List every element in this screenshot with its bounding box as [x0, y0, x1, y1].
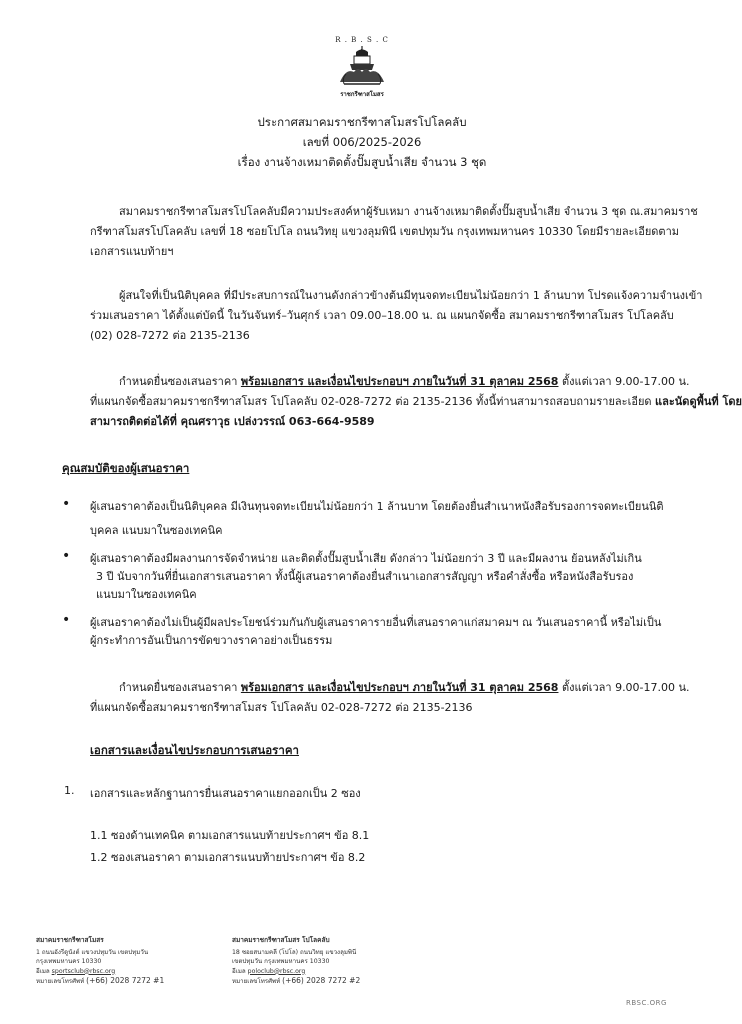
- deadline-2-line-2: ที่แผนกจัดซื้อสมาคมราชกรีฑาสโมสร โปโลคลับ 02-028-7272 ต่อ 2135-2136: [90, 701, 473, 714]
- documents-item-1-2: 1.2 ซองเสนอราคา ตามเอกสารแนบท้ายประกาศฯ ข้อ 8.2: [90, 851, 366, 864]
- qualification-2-line-1: ผู้เสนอราคาต้องมีผลงานการจัดจำหน่าย และติดตั้งปั๊มสูบน้ำเสีย ดังกล่าว ไม่น้อยกว่า 3 ปี และมีผลงาน ย้อนหลังไม่เกิน: [90, 552, 642, 565]
- deadline-2-prefix: กำหนดยื่นซองเสนอราคา: [119, 681, 241, 694]
- deadline-paragraph-2: [90, 678, 690, 718]
- footer-right-phone-row: [232, 976, 360, 987]
- intro-line-2: กรีฑาสโมสรโปโลคลับ เลขที่ 18 ซอยโปโล ถนนวิทยุ แขวงลุมพินี เขตปทุมวัน กรุงเทพมหานคร 10330 โดยมีรายละเอียดตาม: [90, 225, 679, 238]
- footer-left-phone: (+66) 2028 7272 #1: [86, 976, 165, 985]
- item-number-1: 1.: [64, 784, 75, 797]
- qualification-2-line-2: 3 ปี นับจากวันที่ยื่นเอกสารเสนอราคา ทั้งนี้ผู้เสนอราคาต้องยื่นสำเนาเอกสารสัญญา หรือคำสั่งซื้อ หรือหนังสือรับรอง: [96, 570, 634, 583]
- footer-right-address-1: 18 ซอยสนามคลี (โปโล) ถนนวิทยุ แขวงลุมพินี: [232, 948, 357, 956]
- footer-left-title: สมาคมราชกรีฑาสโมสร: [36, 936, 104, 944]
- qualification-1-line-1: ผู้เสนอราคาต้องเป็นนิติบุคคล มีเงินทุนจดทะเบียนไม่น้อยกว่า 1 ล้านบาท โดยต้องยื่นสำเนาหนังสือรับรองการจดทะเบียนนิติ: [90, 500, 664, 513]
- deadline-1-contact: สามารถติดต่อได้ที่ คุณศราวุธ เปล่งวรรณ์ 063-664-9589: [90, 415, 375, 428]
- invite-line-1: ผู้สนใจที่เป็นนิติบุคคล ที่มีประสบการณ์ในงานดังกล่าวข้างต้นมีทุนจดทะเบียนไม่น้อยกว่า 1 ล้านบาท โปรดแจ้งความจำนงเข้า: [119, 289, 703, 302]
- deadline-1-prefix: กำหนดยื่นซองเสนอราคา: [119, 375, 241, 388]
- footer-right-title: สมาคมราชกรีฑาสโมสร โปโลคลับ: [232, 936, 330, 944]
- qualification-2: [90, 550, 680, 604]
- deadline-2-bold: พร้อมเอกสาร และเงื่อนไขประกอบฯ ภายในวันที่ 31 ตุลาคม 2568: [240, 681, 559, 694]
- footer-right-email-link[interactable]: poloclub@rbsc.org: [247, 967, 306, 975]
- footer-sports-club: [36, 936, 164, 987]
- documents-item-1-1: 1.1 ซองด้านเทคนิค ตามเอกสารแนบท้ายประกาศฯ ข้อ 8.1: [90, 829, 370, 842]
- footer-website[interactable]: RBSC.ORG: [626, 999, 667, 1007]
- footer-left-phone-row: [36, 976, 164, 987]
- intro-line-1: สมาคมราชกรีฑาสโมสรโปโลคลับมีความประสงค์หาผู้รับเหมา งานจ้างเหมาติดตั้งปั๊มสูบน้ำเสีย จำนวน 3 ชุด ณ.สมาคมราช: [119, 205, 698, 218]
- deadline-2-suffix: ตั้งแต่เวลา 9.00-17.00 น.: [558, 681, 690, 694]
- footer-left-address-1: 1 ถนนอังรีดูนังต์ แขวงปทุมวัน เขตปทุมวัน: [36, 948, 149, 956]
- footer-left-email-link[interactable]: sportsclub@rbsc.org: [51, 967, 116, 975]
- announcement-subject: เรื่อง งานจ้างเหมาติดตั้งปั๊มสูบน้ำเสีย จำนวน 3 ชุด: [237, 155, 487, 169]
- footer-left-email-row: [36, 967, 164, 977]
- footer-right-phone-label: หมายเลขโทรศัพท์: [232, 978, 283, 985]
- footer-right-phone: (+66) 2028 7272 #2: [282, 976, 361, 985]
- qualification-3: [90, 614, 680, 650]
- deadline-1-line-1: [90, 372, 690, 392]
- invite-line-2: ร่วมเสนอราคา ได้ตั้งแต่บัดนี้ ในวันจันทร์–วันศุกร์ เวลา 09.00–18.00 น. ณ แผนกจัดซื้อ สมาคมราชกรีฑาสโมสร โปโลคลับ: [90, 309, 674, 322]
- deadline-1-site-visit: และนัดดูพื้นที่ โดย: [655, 395, 742, 408]
- qualification-3-line-2: ผู้กระทำการอันเป็นการขัดขวางราคาอย่างเป็นธรรม: [90, 634, 333, 647]
- deadline-paragraph-1: [90, 372, 742, 432]
- documents-heading: เอกสารและเงื่อนไขประกอบการเสนอราคา: [90, 743, 299, 757]
- qualification-2-line-3: แนบมาในซองเทคนิค: [96, 588, 197, 601]
- footer-right-email-row: [232, 967, 360, 977]
- deadline-1-line-2: [90, 392, 742, 412]
- rbsc-logo: [332, 38, 392, 100]
- deadline-1-bold: พร้อมเอกสาร และเงื่อนไขประกอบฯ ภายในวันที่ 31 ตุลาคม 2568: [240, 375, 559, 388]
- intro-line-3: เอกสารแนบท้ายฯ: [90, 245, 174, 258]
- invite-paragraph: [90, 286, 703, 346]
- invite-line-3: (02) 028-7272 ต่อ 2135-2136: [90, 329, 250, 342]
- logo-top-text: R . B . S . C .: [335, 36, 389, 52]
- documents-item-1: เอกสารและหลักฐานการยื่นเสนอราคาแยกออกเป็น 2 ซอง: [90, 787, 361, 800]
- footer-right-email-label: อีเมล: [232, 967, 248, 975]
- intro-paragraph: [90, 202, 698, 262]
- footer-left-email-label: อีเมล: [36, 967, 52, 975]
- qualification-3-line-1: ผู้เสนอราคาต้องไม่เป็นผู้มีผลประโยชน์ร่วมกันกับผู้เสนอราคารายอื่นที่เสนอราคาแก่สมาคมฯ ณ วันเสนอราคานี้ หรือไม่เป็น: [90, 616, 662, 629]
- announcement-number: เลขที่ 006/2025-2026: [302, 135, 422, 149]
- footer-polo-club: [232, 936, 360, 987]
- bullet-dot: •: [62, 496, 71, 512]
- footer-left-address-2: กรุงเทพมหานคร 10330: [36, 958, 102, 965]
- deadline-1-line-2-text: ที่แผนกจัดซื้อสมาคมราชกรีฑาสโมสร โปโลคลับ 02-028-7272 ต่อ 2135-2136 ทั้งนี้ท่านสามารถสอบถามรายละเอียด: [90, 395, 656, 408]
- qualification-1: [90, 498, 680, 540]
- announcement-title: ประกาศสมาคมราชกรีฑาสโมสรโปโลคลับ: [257, 115, 467, 129]
- footer-left-phone-label: หมายเลขโทรศัพท์: [36, 978, 87, 985]
- qualifications-heading: คุณสมบัติของผู้เสนอราคา: [62, 461, 190, 475]
- footer-right-address-2: เขตปทุมวัน กรุงเทพมหานคร 10330: [232, 958, 330, 965]
- bullet-dot: •: [62, 548, 71, 564]
- deadline-2-line-1: [90, 678, 690, 698]
- bullet-dot: •: [62, 612, 71, 628]
- logo-bottom-text: ราชกรีฑาสโมสร: [340, 91, 384, 98]
- qualification-1-line-2: บุคคล แนบมาในซองเทคนิค: [90, 524, 223, 537]
- deadline-1-suffix: ตั้งแต่เวลา 9.00-17.00 น.: [558, 375, 690, 388]
